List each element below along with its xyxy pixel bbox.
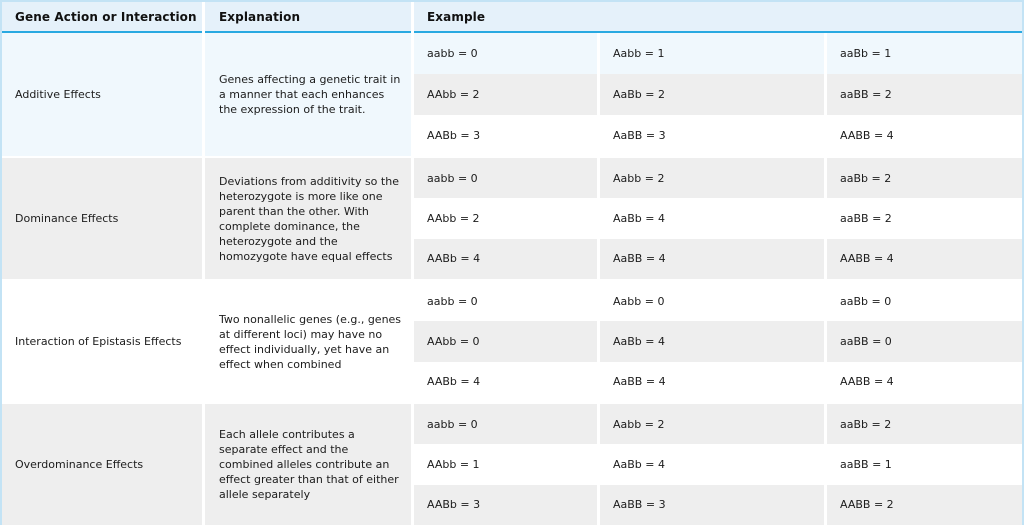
- table-row-overdominance-effects: [2, 402, 1022, 525]
- table-header-row: [2, 2, 1022, 33]
- examples-grid: [414, 158, 1022, 279]
- example-cell: aaBb = 2: [827, 158, 1022, 198]
- example-cell: AABb = 4: [414, 239, 597, 279]
- examples-grid: [414, 281, 1022, 402]
- explanation-cell: [205, 33, 411, 156]
- example-cell: AABb = 3: [414, 485, 597, 525]
- explanation-text: Two nonallelic genes (e.g., genes at different loci) may have no effect individually, yet have an effect when combined: [219, 312, 402, 371]
- example-cell: AAbb = 0: [414, 321, 597, 361]
- example-cell: AaBb = 2: [600, 74, 824, 115]
- example-cell: AAbb = 1: [414, 444, 597, 484]
- example-cell: aaBB = 2: [827, 198, 1022, 238]
- example-cell: AABb = 4: [414, 362, 597, 402]
- example-cell: aabb = 0: [414, 33, 597, 74]
- example-cell: AaBb = 4: [600, 198, 824, 238]
- explanation-text: Genes affecting a genetic trait in a manner that each enhances the expression of the trait.: [219, 73, 401, 116]
- table-row-additive-effects: [2, 33, 1022, 156]
- example-cell: AAbb = 2: [414, 198, 597, 238]
- example-cell: aabb = 0: [414, 404, 597, 444]
- example-cell: AABb = 3: [414, 115, 597, 156]
- gene-action-cell: Overdominance Effects: [2, 404, 202, 525]
- example-cell: AaBB = 4: [600, 362, 824, 402]
- gene-action-cell: Dominance Effects: [2, 158, 202, 279]
- explanation-text: Each allele contributes a separate effect and the combined alleles contribute an effect greater than that of either allele separately: [219, 428, 399, 501]
- example-cell: aaBb = 2: [827, 404, 1022, 444]
- example-cell: aaBB = 2: [827, 74, 1022, 115]
- table-row-epistasis-effects: [2, 279, 1022, 402]
- example-cell: aabb = 0: [414, 281, 597, 321]
- table-row-dominance-effects: [2, 156, 1022, 279]
- example-cell: AaBB = 3: [600, 485, 824, 525]
- example-cell: aaBB = 1: [827, 444, 1022, 484]
- examples-grid: [414, 404, 1022, 525]
- example-cell: AaBB = 4: [600, 239, 824, 279]
- example-cell: AABB = 4: [827, 362, 1022, 402]
- example-cell: Aabb = 2: [600, 404, 824, 444]
- gene-action-cell: Interaction of Epistasis Effects: [2, 281, 202, 402]
- header-example: Example: [414, 2, 1022, 33]
- explanation-cell: [205, 404, 411, 525]
- explanation-cell: [205, 158, 411, 279]
- example-cell: aaBB = 0: [827, 321, 1022, 361]
- example-cell: aaBb = 1: [827, 33, 1022, 74]
- header-explanation: Explanation: [205, 2, 411, 33]
- example-cell: AABB = 4: [827, 115, 1022, 156]
- example-cell: aaBb = 0: [827, 281, 1022, 321]
- example-cell: AaBB = 3: [600, 115, 824, 156]
- explanation-text: Deviations from additivity so the heterozygote is more like one parent than the other. With complete dominance, the heterozygote and the homozygote have equal effects: [219, 174, 399, 263]
- examples-grid: [414, 33, 1022, 156]
- example-cell: AaBb = 4: [600, 444, 824, 484]
- example-cell: aabb = 0: [414, 158, 597, 198]
- gene-action-cell: Additive Effects: [2, 33, 202, 156]
- example-cell: AABB = 2: [827, 485, 1022, 525]
- example-cell: Aabb = 1: [600, 33, 824, 74]
- table-body: [2, 33, 1022, 525]
- example-cell: Aabb = 0: [600, 281, 824, 321]
- example-cell: AAbb = 2: [414, 74, 597, 115]
- example-cell: AaBb = 4: [600, 321, 824, 361]
- header-gene-action: Gene Action or Interaction: [2, 2, 202, 33]
- example-cell: Aabb = 2: [600, 158, 824, 198]
- example-cell: AABB = 4: [827, 239, 1022, 279]
- explanation-cell: [205, 281, 411, 402]
